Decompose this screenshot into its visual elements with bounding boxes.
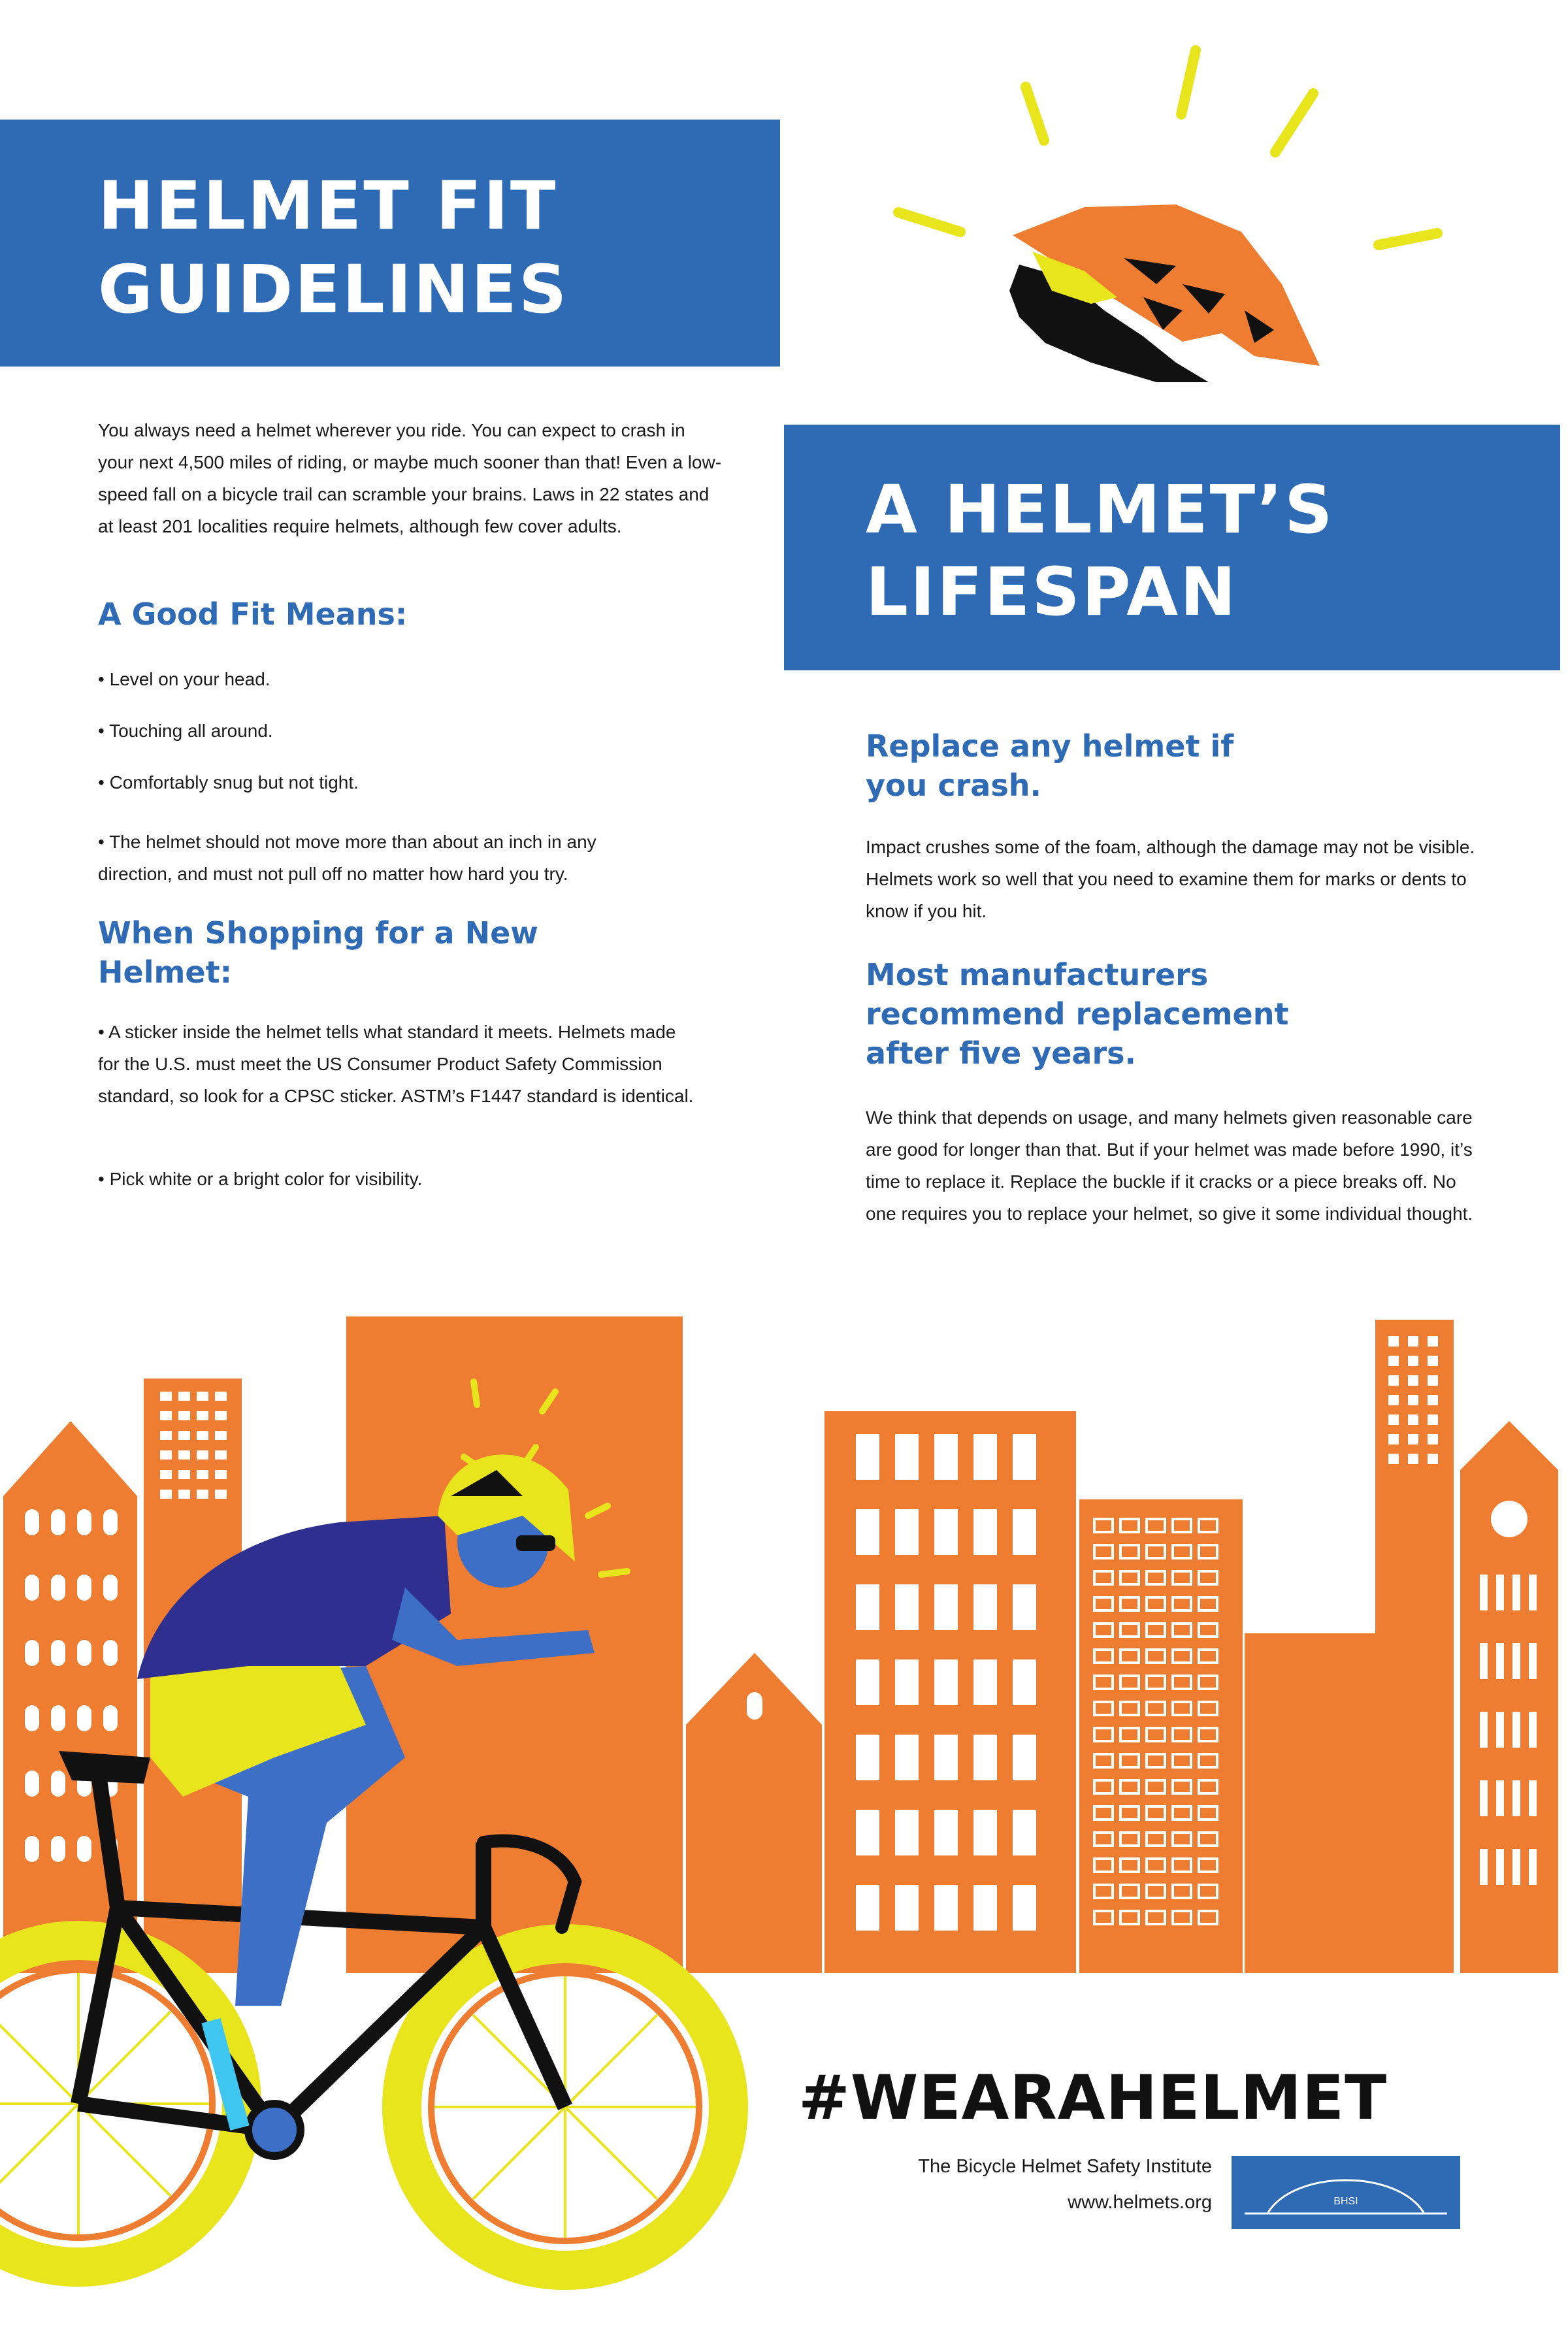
helmet-lifespan-banner — [784, 425, 1560, 670]
good-fit-heading: A Good Fit Means: — [98, 596, 408, 632]
shopping-item-2: • Pick white or a bright color for visibility. — [98, 1169, 423, 1189]
manufacturers-paragraph: We think that depends on usage, and many helmets given reasonable care are good for longer than that. But if your helmet was made before 1990, it’s time to replace it. Replace the buckle if it cracks or a piece breaks off. No one requires you to replace your helmet, so give it some individual thought. — [866, 1107, 1473, 1224]
replace-paragraph: Impact crushes some of the foam, although the damage may not be visible. Helmets work so well that you need to examine them for marks or dents to know if you hit. — [866, 837, 1475, 921]
manufacturers-heading-line3: after five years. — [866, 1036, 1136, 1071]
shopping-item-1: • A sticker inside the helmet tells what standard it meets. Helmets made for the U.S. must meet the US Consumer Product Safety Commission standard, so look for a CPSC sticker. ASTM’s F1447 standard is identical. — [98, 1022, 694, 1106]
good-fit-item-3: • Comfortably snug but not tight. — [98, 772, 359, 792]
lifespan-title-line2: LIFESPAN — [866, 553, 1238, 631]
shopping-heading-line1: When Shopping for a New — [98, 915, 538, 951]
good-fit-item-4: • The helmet should not move more than about an inch in any direction, and must not pull off no matter how hard you try. — [98, 832, 596, 884]
lifespan-title-line1: A HELMET’S — [866, 471, 1335, 549]
helmet-fit-title-line2: GUIDELINES — [98, 251, 569, 329]
bhsi-logo — [1232, 2156, 1460, 2229]
good-fit-item-2: • Touching all around. — [98, 721, 273, 741]
good-fit-item-1: • Level on your head. — [98, 669, 270, 689]
bhsi-logo-text: BHSI — [1333, 2196, 1358, 2207]
hashtag-title: #WEARAHELMET — [798, 2063, 1388, 2134]
manufacturers-heading-line1: Most manufacturers — [866, 957, 1209, 992]
helmet-icon — [869, 36, 1490, 389]
helmet-fit-title-line1: HELMET FIT — [98, 167, 558, 245]
org-url[interactable]: www.helmets.org — [1068, 2192, 1212, 2213]
replace-heading-line2: you crash. — [866, 768, 1041, 803]
intro-paragraph: You always need a helmet wherever you ride. You can expect to crash in your next 4,500 miles of riding, or maybe much sooner than that! Even a low-speed fall on a bicycle trail can scramble your brains. Laws in 22 states and at least 201 localities require helmets, although few cover adults. — [98, 420, 722, 536]
org-name: The Bicycle Helmet Safety Institute — [918, 2156, 1212, 2177]
shopping-heading-line2: Helmet: — [98, 955, 232, 990]
helmet-fit-banner — [0, 120, 780, 367]
manufacturers-heading-line2: recommend replacement — [866, 996, 1289, 1032]
replace-heading-line1: Replace any helmet if — [866, 728, 1234, 764]
